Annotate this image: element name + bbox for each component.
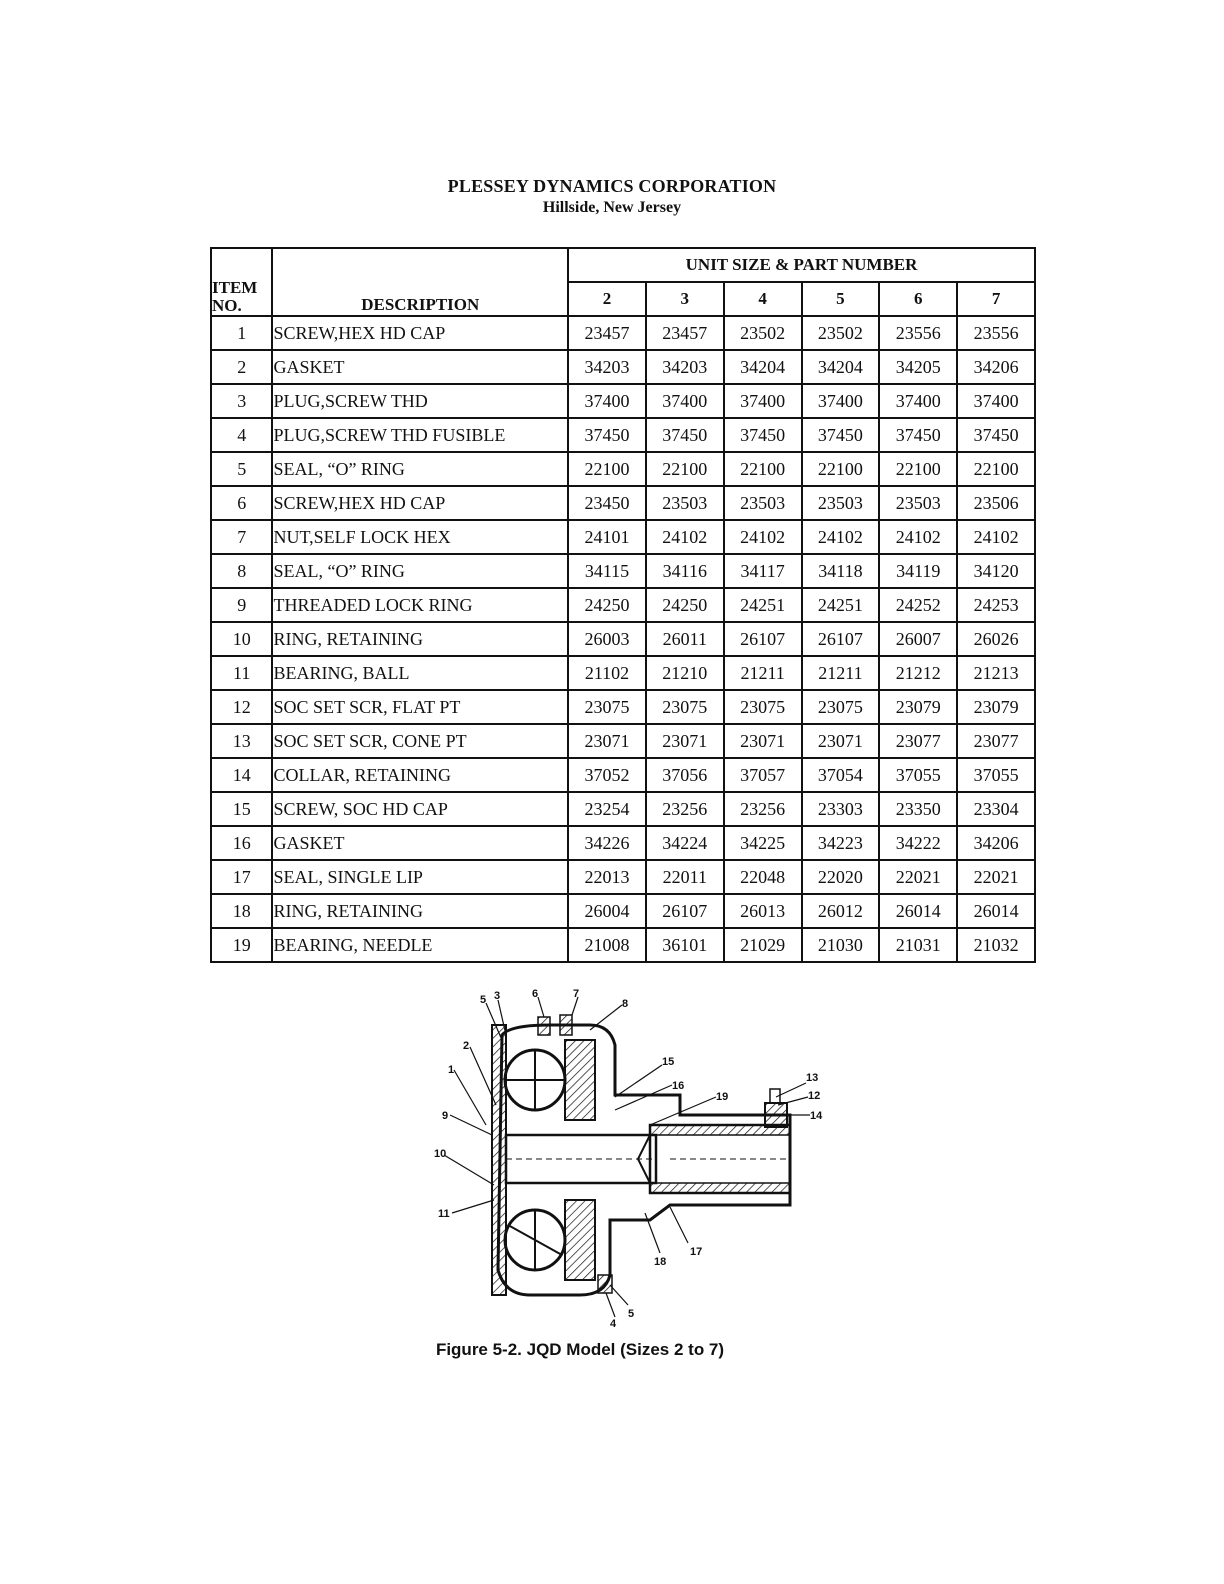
- part-number-cell: 24253: [957, 588, 1035, 622]
- unit-size-header: UNIT SIZE & PART NUMBER: [568, 248, 1035, 282]
- description-cell: BEARING, NEEDLE: [272, 928, 568, 962]
- part-number-cell: 37400: [879, 384, 957, 418]
- part-number-cell: 23503: [879, 486, 957, 520]
- parts-table-body: [211, 316, 1035, 962]
- jqd-model-cross-section-figure: [410, 985, 830, 1330]
- part-number-cell: 23556: [957, 316, 1035, 350]
- part-number-cell: 23075: [568, 690, 646, 724]
- part-number-cell: 22013: [568, 860, 646, 894]
- part-number-cell: 26107: [802, 622, 880, 656]
- part-number-cell: 34115: [568, 554, 646, 588]
- part-number-cell: 22100: [646, 452, 724, 486]
- table-row: [211, 452, 1035, 486]
- part-number-cell: 22020: [802, 860, 880, 894]
- callout-19: 19: [716, 1091, 729, 1103]
- item-number-cell: 15: [211, 792, 272, 826]
- description-cell: SEAL, “O” RING: [272, 452, 568, 486]
- item-number-cell: 19: [211, 928, 272, 962]
- part-number-cell: 37450: [802, 418, 880, 452]
- description-cell: GASKET: [272, 350, 568, 384]
- part-number-cell: 34205: [879, 350, 957, 384]
- part-number-cell: 22100: [802, 452, 880, 486]
- part-number-cell: 23350: [879, 792, 957, 826]
- part-number-cell: 37052: [568, 758, 646, 792]
- part-number-cell: 21212: [879, 656, 957, 690]
- part-number-cell: 23556: [879, 316, 957, 350]
- part-number-cell: 24102: [879, 520, 957, 554]
- item-number-cell: 4: [211, 418, 272, 452]
- part-number-cell: 23502: [802, 316, 880, 350]
- part-number-cell: 26004: [568, 894, 646, 928]
- part-number-cell: 22100: [724, 452, 802, 486]
- callout-7: 7: [573, 988, 580, 1000]
- callout-2: 2: [463, 1040, 470, 1052]
- part-number-cell: 23503: [802, 486, 880, 520]
- size-header-6: 6: [879, 282, 957, 316]
- callout-6: 6: [532, 988, 539, 1000]
- part-number-cell: 34116: [646, 554, 724, 588]
- part-number-cell: 23450: [568, 486, 646, 520]
- part-number-cell: 34206: [957, 826, 1035, 860]
- callout-8: 8: [622, 998, 629, 1010]
- figure-caption: Figure 5-2. JQD Model (Sizes 2 to 7): [435, 1340, 725, 1359]
- company-name: PLESSEY DYNAMICS CORPORATION: [447, 176, 777, 196]
- part-number-cell: 34224: [646, 826, 724, 860]
- description-cell: SEAL, SINGLE LIP: [272, 860, 568, 894]
- size-header-2: 2: [568, 282, 646, 316]
- part-number-cell: 37056: [646, 758, 724, 792]
- callout-18: 18: [654, 1256, 667, 1268]
- part-number-cell: 23077: [879, 724, 957, 758]
- table-row: [211, 792, 1035, 826]
- part-number-cell: 21008: [568, 928, 646, 962]
- item-no-header: ITEM NO.: [211, 248, 272, 316]
- size-header-7: 7: [957, 282, 1035, 316]
- part-number-cell: 24251: [724, 588, 802, 622]
- part-number-cell: 37450: [724, 418, 802, 452]
- part-number-cell: 34222: [879, 826, 957, 860]
- part-number-cell: 22021: [957, 860, 1035, 894]
- table-row: [211, 350, 1035, 384]
- part-number-cell: 34226: [568, 826, 646, 860]
- part-number-cell: 21213: [957, 656, 1035, 690]
- part-number-cell: 26107: [646, 894, 724, 928]
- table-row: [211, 758, 1035, 792]
- description-cell: SOC SET SCR, FLAT PT: [272, 690, 568, 724]
- part-number-cell: 23071: [724, 724, 802, 758]
- part-number-cell: 24102: [957, 520, 1035, 554]
- part-number-cell: 34223: [802, 826, 880, 860]
- size-header-5: 5: [802, 282, 880, 316]
- size-header-4: 4: [724, 282, 802, 316]
- description-cell: RING, RETAINING: [272, 622, 568, 656]
- item-number-cell: 10: [211, 622, 272, 656]
- part-number-cell: 23254: [568, 792, 646, 826]
- part-number-cell: 37057: [724, 758, 802, 792]
- description-cell: THREADED LOCK RING: [272, 588, 568, 622]
- part-number-cell: 37400: [646, 384, 724, 418]
- table-row: [211, 894, 1035, 928]
- item-number-cell: 8: [211, 554, 272, 588]
- part-number-cell: 34203: [568, 350, 646, 384]
- item-number-cell: 11: [211, 656, 272, 690]
- part-number-cell: 23071: [646, 724, 724, 758]
- part-number-cell: 21029: [724, 928, 802, 962]
- item-number-cell: 16: [211, 826, 272, 860]
- part-number-cell: 24102: [802, 520, 880, 554]
- description-cell: NUT,SELF LOCK HEX: [272, 520, 568, 554]
- part-number-cell: 23502: [724, 316, 802, 350]
- part-number-cell: 23071: [802, 724, 880, 758]
- part-number-cell: 26007: [879, 622, 957, 656]
- item-number-cell: 14: [211, 758, 272, 792]
- part-number-cell: 22011: [646, 860, 724, 894]
- description-cell: RING, RETAINING: [272, 894, 568, 928]
- part-number-cell: 24250: [568, 588, 646, 622]
- description-cell: BEARING, BALL: [272, 656, 568, 690]
- table-row: [211, 384, 1035, 418]
- item-number-cell: 2: [211, 350, 272, 384]
- part-number-cell: 24102: [646, 520, 724, 554]
- part-number-cell: 23457: [646, 316, 724, 350]
- callout-5-bottom: 5: [628, 1308, 635, 1320]
- item-number-cell: 9: [211, 588, 272, 622]
- callout-10: 10: [434, 1148, 447, 1160]
- description-cell: PLUG,SCREW THD FUSIBLE: [272, 418, 568, 452]
- table-row: [211, 928, 1035, 962]
- part-number-cell: 21210: [646, 656, 724, 690]
- part-number-cell: 26014: [957, 894, 1035, 928]
- part-number-cell: 22021: [879, 860, 957, 894]
- part-number-cell: 23075: [646, 690, 724, 724]
- item-number-cell: 13: [211, 724, 272, 758]
- table-row: [211, 520, 1035, 554]
- part-number-cell: 34204: [724, 350, 802, 384]
- item-number-cell: 1: [211, 316, 272, 350]
- table-row: [211, 826, 1035, 860]
- part-number-cell: 37450: [646, 418, 724, 452]
- item-number-cell: 5: [211, 452, 272, 486]
- document-header: [0, 176, 1224, 217]
- size-header-3: 3: [646, 282, 724, 316]
- part-number-cell: 37055: [879, 758, 957, 792]
- part-number-cell: 24102: [724, 520, 802, 554]
- part-number-cell: 37054: [802, 758, 880, 792]
- table-row: [211, 554, 1035, 588]
- callout-9: 9: [442, 1110, 449, 1122]
- description-cell: SCREW,HEX HD CAP: [272, 486, 568, 520]
- company-location: Hillside, New Jersey: [542, 199, 682, 216]
- part-number-cell: 21102: [568, 656, 646, 690]
- table-row: [211, 656, 1035, 690]
- part-number-cell: 23256: [724, 792, 802, 826]
- part-number-cell: 23071: [568, 724, 646, 758]
- item-number-cell: 17: [211, 860, 272, 894]
- part-number-cell: 24101: [568, 520, 646, 554]
- part-number-cell: 37400: [802, 384, 880, 418]
- callout-3: 3: [494, 990, 501, 1002]
- part-number-cell: 26107: [724, 622, 802, 656]
- description-cell: SOC SET SCR, CONE PT: [272, 724, 568, 758]
- description-cell: SCREW,HEX HD CAP: [272, 316, 568, 350]
- part-number-cell: 36101: [646, 928, 724, 962]
- part-number-cell: 22100: [568, 452, 646, 486]
- description-cell: COLLAR, RETAINING: [272, 758, 568, 792]
- table-row: [211, 486, 1035, 520]
- table-row: [211, 418, 1035, 452]
- callout-15: 15: [662, 1056, 675, 1068]
- part-number-cell: 22100: [957, 452, 1035, 486]
- callout-17: 17: [690, 1246, 703, 1258]
- part-number-cell: 23503: [646, 486, 724, 520]
- part-number-cell: 37400: [568, 384, 646, 418]
- part-number-cell: 24251: [802, 588, 880, 622]
- part-number-cell: 37450: [957, 418, 1035, 452]
- part-number-cell: 37055: [957, 758, 1035, 792]
- part-number-cell: 34225: [724, 826, 802, 860]
- callout-16: 16: [672, 1080, 685, 1092]
- part-number-cell: 23303: [802, 792, 880, 826]
- part-number-cell: 37400: [957, 384, 1035, 418]
- part-number-cell: 23256: [646, 792, 724, 826]
- callout-4: 4: [610, 1318, 617, 1330]
- callout-5-top: 5: [480, 994, 487, 1006]
- part-number-cell: 34203: [646, 350, 724, 384]
- part-number-cell: 23457: [568, 316, 646, 350]
- part-number-cell: 23079: [957, 690, 1035, 724]
- description-cell: GASKET: [272, 826, 568, 860]
- item-number-cell: 7: [211, 520, 272, 554]
- table-row: [211, 622, 1035, 656]
- part-number-cell: 21030: [802, 928, 880, 962]
- description-header: DESCRIPTION: [272, 248, 568, 316]
- description-cell: SCREW, SOC HD CAP: [272, 792, 568, 826]
- part-number-cell: 34117: [724, 554, 802, 588]
- part-number-cell: 26026: [957, 622, 1035, 656]
- table-row: [211, 724, 1035, 758]
- part-number-cell: 34204: [802, 350, 880, 384]
- part-number-cell: 21211: [724, 656, 802, 690]
- callout-11: 11: [438, 1208, 450, 1220]
- description-cell: SEAL, “O” RING: [272, 554, 568, 588]
- part-number-cell: 23075: [724, 690, 802, 724]
- part-number-cell: 23075: [802, 690, 880, 724]
- part-number-cell: 34120: [957, 554, 1035, 588]
- parts-table: [210, 247, 1036, 963]
- part-number-cell: 26013: [724, 894, 802, 928]
- table-row: [211, 316, 1035, 350]
- callout-13: 13: [806, 1072, 819, 1084]
- part-number-cell: 26012: [802, 894, 880, 928]
- part-number-cell: 21211: [802, 656, 880, 690]
- part-number-cell: 23503: [724, 486, 802, 520]
- part-number-cell: 22048: [724, 860, 802, 894]
- item-number-cell: 3: [211, 384, 272, 418]
- part-number-cell: 34118: [802, 554, 880, 588]
- description-cell: PLUG,SCREW THD: [272, 384, 568, 418]
- part-number-cell: 34119: [879, 554, 957, 588]
- part-number-cell: 23506: [957, 486, 1035, 520]
- part-number-cell: 37450: [879, 418, 957, 452]
- part-number-cell: 37450: [568, 418, 646, 452]
- part-number-cell: 26014: [879, 894, 957, 928]
- table-row: [211, 588, 1035, 622]
- part-number-cell: 24250: [646, 588, 724, 622]
- part-number-cell: 26003: [568, 622, 646, 656]
- part-number-cell: 23304: [957, 792, 1035, 826]
- item-number-cell: 12: [211, 690, 272, 724]
- part-number-cell: 26011: [646, 622, 724, 656]
- part-number-cell: 24252: [879, 588, 957, 622]
- item-number-cell: 18: [211, 894, 272, 928]
- part-number-cell: 22100: [879, 452, 957, 486]
- callout-14: 14: [810, 1110, 823, 1122]
- table-row: [211, 690, 1035, 724]
- callout-1: 1: [448, 1064, 455, 1076]
- item-number-cell: 6: [211, 486, 272, 520]
- callout-12: 12: [808, 1090, 821, 1102]
- part-number-cell: 23077: [957, 724, 1035, 758]
- part-number-cell: 23079: [879, 690, 957, 724]
- table-row: [211, 860, 1035, 894]
- part-number-cell: 21032: [957, 928, 1035, 962]
- part-number-cell: 34206: [957, 350, 1035, 384]
- part-number-cell: 21031: [879, 928, 957, 962]
- part-number-cell: 37400: [724, 384, 802, 418]
